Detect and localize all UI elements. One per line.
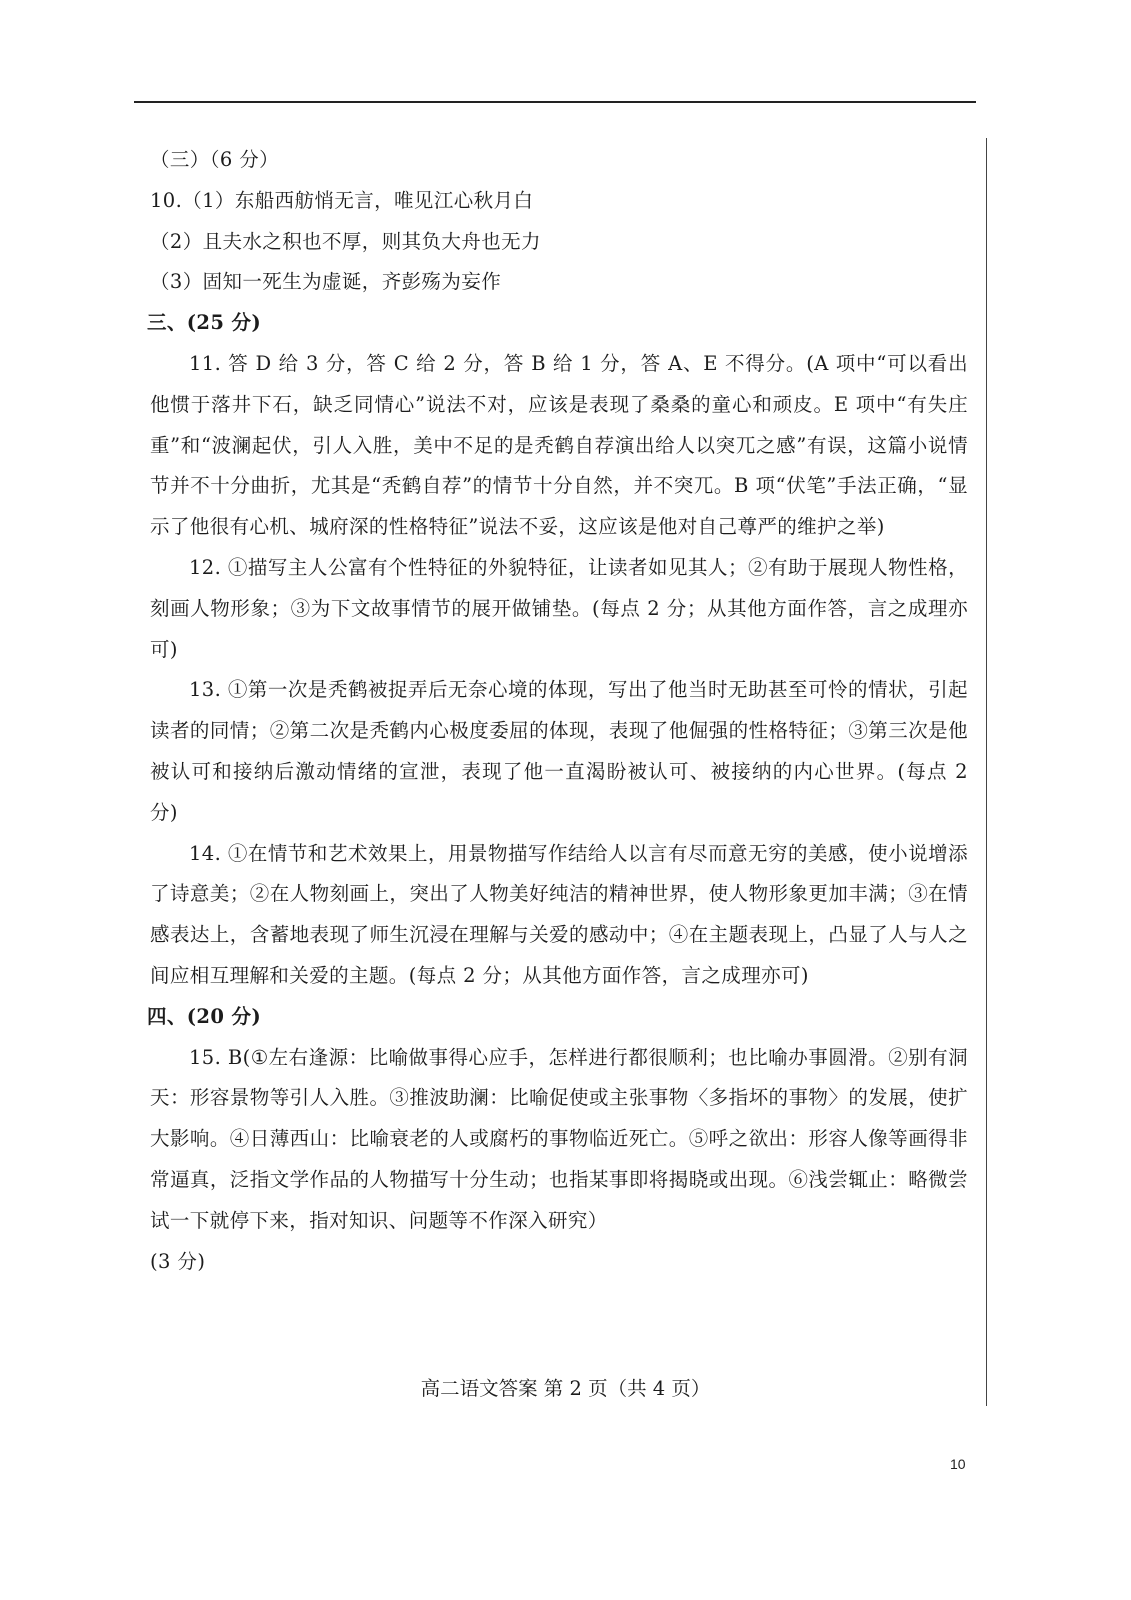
- top-rule: [134, 101, 976, 103]
- right-margin-rule: [986, 138, 987, 1406]
- section3-heading: 三、(25 分): [147, 311, 262, 335]
- q15-answer: 15. B(①左右逢源：比喻做事得心应手，怎样进行都很顺利；也比喻办事圆滑。②别有洞天：形容景物等引人入胜。③推波助澜：比喻促使或主张事物〈多指坏的事物〉的发展，使扩大影响。④日薄西山：比喻衰老的人或腐朽的事物临近死亡。⑤呼之欲出：形容人像等画得非常逼真，泛指文学作品的人物描写十分生动；也指某事即将揭晓或出现。⑥浅尝辄止：略微尝试一下就停下来，指对知识、问题等不作深入研究）: [150, 1045, 968, 1232]
- q11-answer: 11. 答 D 给 3 分，答 C 给 2 分，答 B 给 1 分，答 A、E 不得分。(A 项中“可以看出他惯于落井下石，缺乏同情心”说法不对，应该是表现了桑桑的童心和顽皮。E 项中“有失庄重”和“波澜起伏，引人入胜，美中不足的是秃鹤自荐演出给人以突兀之感”有误，这篇小说情节并不十分曲折，尤其是“秃鹤自荐”的情节十分自然，并不突兀。B 项“伏笔”手法正确，“显示了他很有心机、城府深的性格特征”说法不妥，这应该是他对自己尊严的维护之举): [150, 351, 968, 539]
- q13-answer: 13. ①第一次是秃鹤被捉弄后无奈心境的体现，写出了他当时无助甚至可怜的情状，引起读者的同情；②第二次是秃鹤内心极度委屈的体现，表现了他倔强的性格特征；③第三次是他被认可和接纳后激动情绪的宣泄，表现了他一直渴盼被认可、被接纳的内心世界。(每点 2 分): [150, 678, 968, 824]
- page-footer: 高二语文答案 第 2 页（共 4 页）: [420, 1377, 711, 1400]
- section3-sub-heading: （三）（6 分）: [150, 148, 280, 171]
- q15-score: (3 分): [150, 1249, 206, 1273]
- q10-line1: 10.（1）东船西舫悄无言，唯见江心秋月白: [150, 188, 534, 212]
- q12-answer: 12. ①描写主人公富有个性特征的外貌特征，让读者如见其人；②有助于展现人物性格，刻画人物形象；③为下文故事情节的展开做铺垫。(每点 2 分；从其他方面作答，言之成理亦可): [150, 555, 968, 661]
- q10-line3: （3）固知一死生为虚诞，齐彭殇为妄作: [150, 270, 502, 294]
- page-number: 10: [950, 1456, 966, 1472]
- q10-line2: （2）且夫水之积也不厚，则其负大舟也无力: [150, 229, 541, 253]
- q14-answer: 14. ①在情节和艺术效果上，用景物描写作结给人以言有尽而意无穷的美感，使小说增添了诗意美；②在人物刻画上，突出了人物美好纯洁的精神世界，使人物形象更加丰满；③在情感表达上，含蓄地表现了师生沉浸在理解与关爱的感动中；④在主题表现上，凸显了人与人之间应相互理解和关爱的主题。(每点 2 分；从其他方面作答，言之成理亦可): [150, 841, 968, 987]
- answer-body: [147, 140, 968, 1282]
- section4-heading: 四、(20 分): [147, 1004, 262, 1028]
